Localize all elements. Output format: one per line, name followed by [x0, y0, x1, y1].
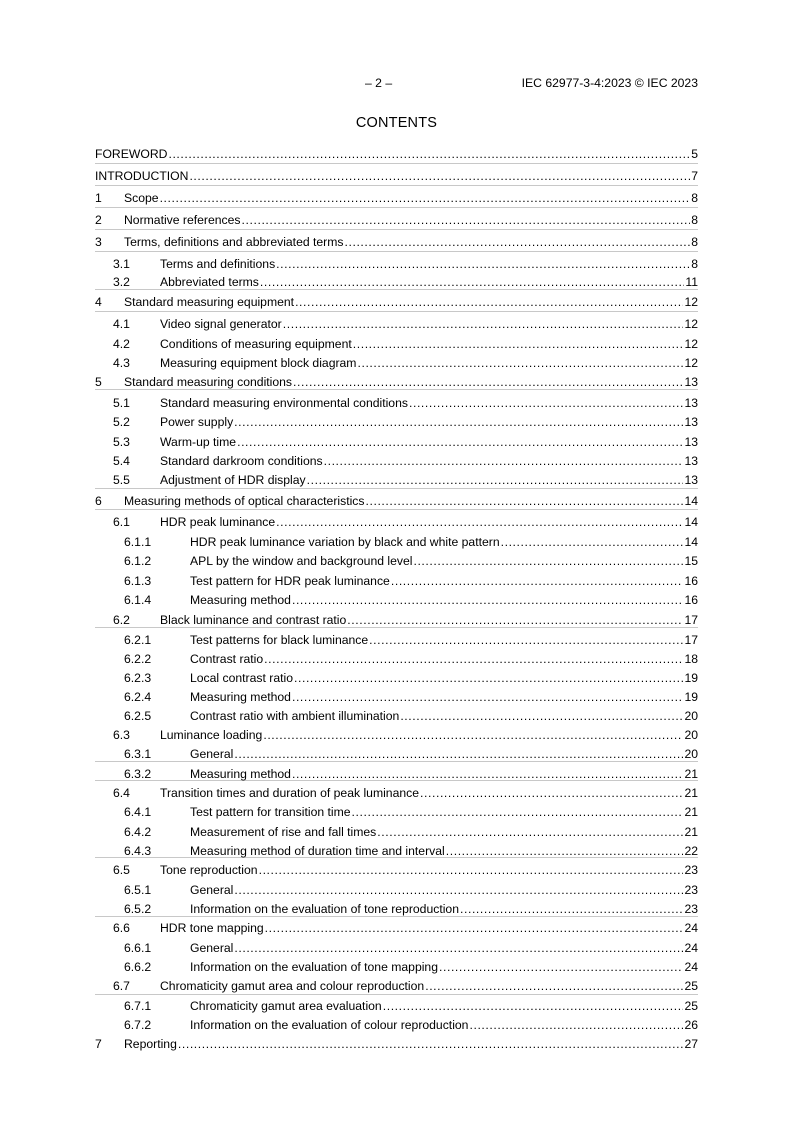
toc-entry[interactable]	[95, 493, 698, 509]
toc-entry[interactable]	[95, 434, 698, 450]
toc-entry-number: 5.4	[113, 454, 130, 468]
toc-entry[interactable]	[95, 978, 698, 994]
toc-entry[interactable]	[95, 785, 698, 801]
toc-entry-title[interactable]: Luminance loading	[160, 728, 263, 742]
toc-entry-number: 6.1.2	[124, 554, 152, 568]
toc-leader-dots	[264, 651, 683, 667]
toc-entry-number: 5.3	[113, 435, 130, 449]
toc-entry-title[interactable]: Terms and definitions	[160, 257, 276, 271]
toc-entry-page[interactable]: 7	[691, 169, 698, 183]
toc-leader-dots	[307, 472, 684, 488]
toc-entry-page[interactable]: 13	[684, 435, 698, 449]
toc-entry[interactable]	[95, 632, 698, 648]
toc-leader-dots	[391, 573, 684, 589]
toc-entry-title[interactable]: Reporting	[124, 1037, 177, 1051]
toc-entry-number: 6.2.2	[124, 652, 152, 666]
toc-entry[interactable]	[95, 374, 698, 390]
toc-entry-number: 3	[95, 235, 102, 249]
toc-entry[interactable]	[95, 414, 698, 430]
toc-entry-page[interactable]: 21	[684, 805, 698, 819]
toc-entry[interactable]	[95, 534, 698, 550]
toc-entry-number: 6.1	[113, 515, 130, 529]
toc-entry-page[interactable]: 14	[684, 535, 698, 549]
toc-divider	[95, 994, 698, 995]
toc-entry[interactable]	[95, 670, 698, 686]
toc-leader-dots	[293, 374, 683, 390]
toc-entry-number: 6.2.4	[124, 690, 152, 704]
toc-leader-dots	[413, 553, 683, 569]
toc-entry-number: 4.1	[113, 317, 130, 331]
toc-divider	[95, 311, 698, 312]
toc-leader-dots	[469, 1017, 683, 1033]
toc-entry-number: 6.5.2	[124, 902, 152, 916]
toc-leader-dots	[383, 998, 684, 1014]
toc-entry[interactable]	[95, 336, 698, 352]
toc-entry-number: 6.6.1	[124, 941, 152, 955]
toc-entry-page[interactable]: 24	[684, 921, 698, 935]
page-header	[95, 76, 698, 92]
toc-entry-page[interactable]: 24	[684, 941, 698, 955]
toc-entry-number: 1	[95, 191, 102, 205]
toc-divider	[95, 207, 698, 208]
toc-leader-dots	[425, 978, 683, 994]
toc-entry-number: 5	[95, 375, 102, 389]
toc-entry-title[interactable]: Standard darkroom conditions	[160, 454, 323, 468]
toc-entry-number: 6.4.3	[124, 844, 152, 858]
toc-entry[interactable]	[95, 453, 698, 469]
toc-entry[interactable]	[95, 959, 698, 975]
toc-entry[interactable]	[95, 882, 698, 898]
toc-entry-title[interactable]: Information on the evaluation of tone reproduction	[190, 902, 459, 916]
toc-entry-title[interactable]: Transition times and duration of peak luminance	[160, 786, 420, 800]
toc-entry[interactable]	[95, 940, 698, 956]
toc-entry-page[interactable]: 25	[684, 999, 698, 1013]
toc-entry-page[interactable]: 5	[691, 147, 698, 161]
toc-entry-number: 6.1.1	[124, 535, 152, 549]
toc-entry-page[interactable]: 18	[684, 652, 698, 666]
toc-entry[interactable]	[95, 862, 698, 878]
toc-entry-title[interactable]: Power supply	[160, 415, 234, 429]
toc-entry-number: 4	[95, 295, 102, 309]
toc-entry-number: 6.1.4	[124, 593, 152, 607]
toc-entry-number: 3.1	[113, 257, 130, 271]
toc-leader-dots	[357, 355, 683, 371]
toc-entry-page[interactable]: 16	[684, 593, 698, 607]
toc-leader-dots	[283, 316, 684, 332]
toc-entry[interactable]	[95, 920, 698, 936]
toc-leader-dots	[439, 959, 683, 975]
toc-entry-number: 6.3	[113, 728, 130, 742]
toc-entry-page[interactable]: 24	[684, 960, 698, 974]
toc-entry-page[interactable]: 8	[691, 213, 698, 227]
toc-entry-title[interactable]: HDR tone mapping	[160, 921, 264, 935]
toc-entry[interactable]	[95, 766, 698, 782]
toc-entry-page[interactable]: 16	[684, 574, 698, 588]
toc-entry-page[interactable]: 13	[684, 473, 698, 487]
toc-entry-page[interactable]: 13	[684, 375, 698, 389]
toc-entry-title[interactable]: Video signal generator	[160, 317, 282, 331]
toc-entry-title[interactable]: Terms, definitions and abbreviated terms	[124, 235, 344, 249]
toc-entry-page[interactable]: 20	[684, 709, 698, 723]
toc-leader-dots	[347, 612, 683, 628]
toc-entry-number: 6	[95, 494, 102, 508]
toc-entry-title[interactable]: General	[190, 941, 234, 955]
toc-entry[interactable]	[95, 514, 698, 530]
toc-entry-number: 6.4	[113, 786, 130, 800]
toc-leader-dots	[446, 843, 684, 859]
toc-leader-dots	[260, 274, 684, 290]
toc-entry[interactable]	[95, 234, 698, 250]
toc-entry-title[interactable]: INTRODUCTION	[95, 169, 189, 183]
toc-entry-number: 6.6	[113, 921, 130, 935]
toc-leader-dots	[294, 670, 683, 686]
toc-entry[interactable]	[95, 1036, 698, 1052]
toc-entry[interactable]	[95, 651, 698, 667]
toc-entry[interactable]	[95, 804, 698, 820]
toc-entry-page[interactable]: 25	[684, 979, 698, 993]
toc-entry-title[interactable]: Standard measuring equipment	[124, 295, 295, 309]
toc-entry-number: 4.3	[113, 356, 130, 370]
toc-entry[interactable]	[95, 727, 698, 743]
toc-entry-number: 6.3.1	[124, 747, 152, 761]
toc-entry-page[interactable]: 12	[684, 317, 698, 331]
toc-entry[interactable]	[95, 294, 698, 310]
toc-entry-number: 6.7.2	[124, 1018, 152, 1032]
toc-leader-dots	[234, 746, 683, 762]
toc-entry-title[interactable]: Abbreviated terms	[160, 275, 259, 289]
toc-entry-number: 4.2	[113, 337, 130, 351]
toc-entry-page[interactable]: 20	[684, 728, 698, 742]
page-title: CONTENTS	[355, 115, 438, 131]
toc-leader-dots	[400, 708, 683, 724]
toc-leader-dots	[276, 256, 690, 272]
toc-entry-title[interactable]: Information on the evaluation of tone mapping	[190, 960, 438, 974]
toc-divider	[95, 488, 698, 489]
toc-divider	[95, 251, 698, 252]
toc-entry-number: 6.7.1	[124, 999, 152, 1013]
toc-entry-title[interactable]: Contrast ratio with ambient illumination	[190, 709, 400, 723]
toc-entry[interactable]	[95, 274, 698, 290]
toc-entry-number: 6.6.2	[124, 960, 152, 974]
toc-entry-title[interactable]: Black luminance and contrast ratio	[160, 613, 347, 627]
toc-entry[interactable]	[95, 592, 698, 608]
toc-leader-dots	[259, 862, 684, 878]
toc-entry-number: 3.2	[113, 275, 130, 289]
toc-leader-dots	[242, 212, 691, 228]
toc-entry-title[interactable]: Conditions of measuring equipment	[160, 337, 352, 351]
toc-entry[interactable]	[95, 256, 698, 272]
toc-entry-number: 6.1.3	[124, 574, 152, 588]
toc-entry[interactable]	[95, 901, 698, 917]
toc-entry[interactable]	[95, 1017, 698, 1033]
toc-entry-title[interactable]: Adjustment of HDR display	[160, 473, 306, 487]
toc-entry-page[interactable]: 12	[684, 295, 698, 309]
toc-entry[interactable]	[95, 553, 698, 569]
toc-entry-number: 6.5	[113, 863, 130, 877]
toc-entry-page[interactable]: 17	[684, 613, 698, 627]
toc-entry-title[interactable]: General	[190, 883, 234, 897]
toc-entry[interactable]	[95, 689, 698, 705]
toc-divider	[95, 229, 698, 230]
toc-entry-title[interactable]: Tone reproduction	[160, 863, 258, 877]
toc-entry-number: 6.4.2	[124, 825, 152, 839]
toc-leader-dots	[292, 592, 683, 608]
toc-entry-page[interactable]: 19	[684, 671, 698, 685]
toc-leader-dots	[292, 766, 683, 782]
toc-entry-title[interactable]: Standard measuring conditions	[124, 375, 293, 389]
toc-entry-page[interactable]: 26	[684, 1018, 698, 1032]
toc-leader-dots	[160, 190, 691, 206]
toc-entry[interactable]	[95, 746, 698, 762]
toc-entry-title[interactable]: Measuring method	[190, 593, 291, 607]
toc-leader-dots	[265, 920, 684, 936]
toc-entry-title[interactable]: APL by the window and background level	[190, 554, 413, 568]
toc-entry-page[interactable]: 13	[684, 415, 698, 429]
toc-entry[interactable]	[95, 824, 698, 840]
toc-entry[interactable]	[95, 612, 698, 628]
toc-entry[interactable]	[95, 708, 698, 724]
toc-leader-dots	[352, 804, 684, 820]
toc-entry-page[interactable]: 15	[684, 554, 698, 568]
toc-entry-title[interactable]: FOREWORD	[95, 147, 168, 161]
toc-leader-dots	[178, 1036, 684, 1052]
toc-entry-page[interactable]: 11	[685, 275, 698, 289]
toc-leader-dots	[409, 395, 683, 411]
toc-leader-dots	[292, 689, 683, 705]
toc-entry-number: 6.3.2	[124, 767, 152, 781]
page-number: – 2 –	[365, 76, 393, 90]
toc-entry-title[interactable]: Measuring methods of optical characteristics	[124, 494, 365, 508]
toc-entry-title[interactable]: Contrast ratio	[190, 652, 264, 666]
toc-leader-dots	[234, 882, 683, 898]
toc-entry-page[interactable]: 21	[684, 786, 698, 800]
toc-entry-page[interactable]: 14	[684, 494, 698, 508]
toc-leader-dots	[189, 168, 690, 184]
toc-entry[interactable]	[95, 472, 698, 488]
toc-entry-title[interactable]: Test patterns for black luminance	[190, 633, 369, 647]
toc-entry-title[interactable]: Chromaticity gamut area and colour reproduction	[160, 979, 425, 993]
toc-entry-page[interactable]: 23	[684, 902, 698, 916]
toc-divider	[95, 163, 698, 164]
document-id: IEC 62977-3-4:2023 © IEC 2023	[521, 76, 698, 90]
toc-leader-dots	[460, 901, 683, 917]
toc-leader-dots	[369, 632, 683, 648]
toc-leader-dots	[234, 940, 683, 956]
toc-entry-number: 6.2.1	[124, 633, 152, 647]
toc-entry-title[interactable]: HDR peak luminance	[160, 515, 276, 529]
toc-entry-title[interactable]: Chromaticity gamut area evaluation	[190, 999, 382, 1013]
toc-entry-title[interactable]: Normative references	[124, 213, 241, 227]
toc-entry-number: 6.4.1	[124, 805, 152, 819]
toc-entry-title[interactable]: Warm-up time	[160, 435, 237, 449]
toc-entry-title[interactable]: HDR peak luminance variation by black and white pattern	[190, 535, 500, 549]
toc-entry-title[interactable]: Test pattern for HDR peak luminance	[190, 574, 390, 588]
toc-entry-page[interactable]: 27	[684, 1037, 698, 1051]
toc-entry-title[interactable]: Measuring method of duration time and interval	[190, 844, 445, 858]
toc-entry-number: 6.2	[113, 613, 130, 627]
toc-leader-dots	[234, 414, 683, 430]
toc-leader-dots	[295, 294, 683, 310]
toc-leader-dots	[365, 493, 683, 509]
toc-divider	[95, 509, 698, 510]
toc-entry-title[interactable]: Measurement of rise and fall times	[190, 825, 377, 839]
toc-leader-dots	[420, 785, 683, 801]
toc-entry-page[interactable]: 8	[691, 235, 698, 249]
toc-entry[interactable]	[95, 998, 698, 1014]
toc-leader-dots	[377, 824, 683, 840]
toc-leader-dots	[168, 146, 690, 162]
toc-entry-page[interactable]: 21	[684, 825, 698, 839]
toc-entry-page[interactable]: 20	[684, 747, 698, 761]
toc-entry-title[interactable]: General	[190, 747, 234, 761]
toc-entry-title[interactable]: Scope	[124, 191, 159, 205]
toc-entry-number: 6.5.1	[124, 883, 152, 897]
toc-entry-title[interactable]: Test pattern for transition time	[190, 805, 351, 819]
toc-entry-number: 5.5	[113, 473, 130, 487]
toc-leader-dots	[324, 453, 684, 469]
toc-entry[interactable]	[95, 316, 698, 332]
toc-leader-dots	[501, 534, 684, 550]
toc-entry-number: 6.7	[113, 979, 130, 993]
toc-entry-number: 5.2	[113, 415, 130, 429]
toc-entry-title[interactable]: Measuring method	[190, 690, 291, 704]
toc-entry[interactable]	[95, 146, 698, 162]
toc-entry-number: 6.2.3	[124, 671, 152, 685]
toc-entry-title[interactable]: Measuring method	[190, 767, 291, 781]
toc-entry-number: 5.1	[113, 396, 130, 410]
toc-divider	[95, 185, 698, 186]
toc-entry-page[interactable]: 8	[691, 191, 698, 205]
toc-entry[interactable]	[95, 168, 698, 184]
toc-entry-page[interactable]: 22	[684, 844, 698, 858]
toc-entry-title[interactable]: Local contrast ratio	[190, 671, 293, 685]
toc-entry-number: 6.2.5	[124, 709, 152, 723]
toc-entry[interactable]	[95, 573, 698, 589]
toc-entry-page[interactable]: 12	[684, 337, 698, 351]
toc-entry[interactable]	[95, 355, 698, 371]
toc-entry-page[interactable]: 23	[684, 883, 698, 897]
toc-entry-page[interactable]: 13	[684, 454, 698, 468]
toc-entry-page[interactable]: 17	[684, 633, 698, 647]
toc-leader-dots	[344, 234, 690, 250]
toc-entry-page[interactable]: 12	[684, 356, 698, 370]
toc-entry-page[interactable]: 14	[684, 515, 698, 529]
toc-entry-page[interactable]: 23	[684, 863, 698, 877]
toc-leader-dots	[353, 336, 684, 352]
toc-leader-dots	[276, 514, 683, 530]
toc-entry-page[interactable]: 8	[691, 257, 698, 271]
toc-leader-dots	[237, 434, 683, 450]
toc-entry-number: 7	[95, 1037, 102, 1051]
toc-entry[interactable]	[95, 190, 698, 206]
toc-entry-page[interactable]: 13	[684, 396, 698, 410]
toc-entry-title[interactable]: Measuring equipment block diagram	[160, 356, 357, 370]
toc-entry[interactable]	[95, 212, 698, 228]
toc-entry-title[interactable]: Information on the evaluation of colour reproduction	[190, 1018, 469, 1032]
toc-entry-page[interactable]: 19	[684, 690, 698, 704]
toc-entry-page[interactable]: 21	[684, 767, 698, 781]
toc-entry-number: 2	[95, 213, 102, 227]
toc-entry-title[interactable]: Standard measuring environmental conditions	[160, 396, 408, 410]
toc-leader-dots	[263, 727, 683, 743]
toc-entry[interactable]	[95, 395, 698, 411]
toc-entry[interactable]	[95, 843, 698, 859]
